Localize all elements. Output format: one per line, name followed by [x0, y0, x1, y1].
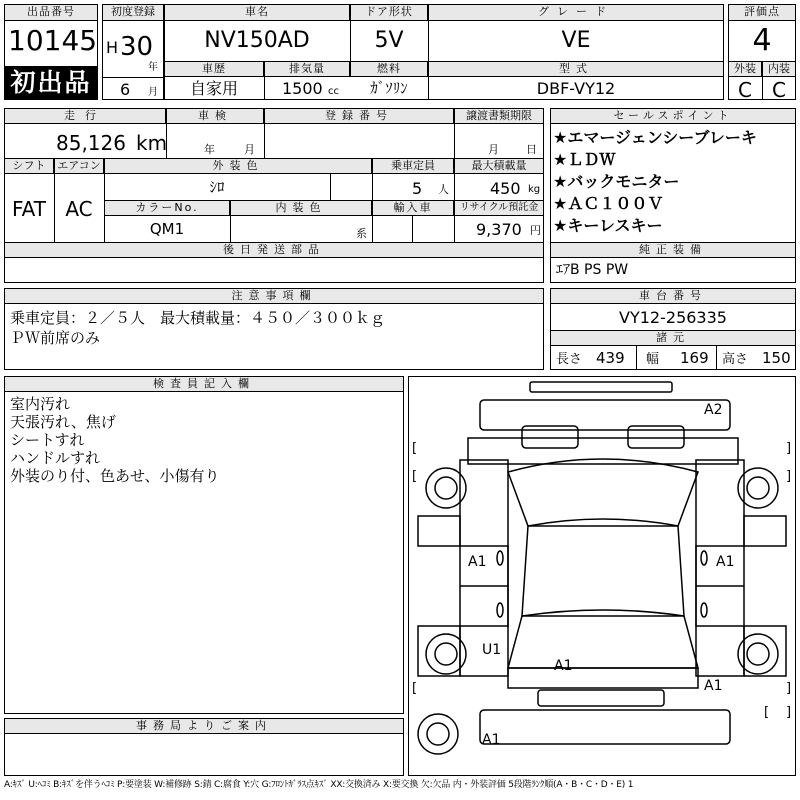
load-label: 最大積載量 [454, 158, 544, 174]
inspector-note: 天張汚れ、焦げ [10, 413, 116, 431]
score: 4 [752, 23, 772, 58]
length-label: 長さ [556, 352, 583, 367]
transfer-label: 譲渡書類期限 [454, 108, 544, 124]
load-unit: kg [528, 184, 541, 195]
model-label: 型式 [428, 61, 724, 77]
spare-wheel-outline [418, 714, 458, 754]
int-grade-label: 内装 [762, 61, 796, 77]
first-reg-month: 6 [120, 80, 131, 99]
width: 169 [680, 349, 709, 367]
rear-lamps-outline [538, 690, 664, 706]
color-no-label: カラーNo. [104, 200, 230, 216]
recycle-unit: 円 [530, 224, 541, 237]
shift: FAT [11, 197, 46, 221]
fuel-label: 燃料 [350, 61, 428, 77]
later-parts-label: 後日発送部品 [4, 242, 544, 258]
roof-bar-outline [530, 382, 672, 392]
inspector-note: ハンドルすれ [10, 449, 101, 467]
recycle-fee: 9,370 [476, 220, 522, 239]
exterior-color: ｼﾛ [209, 178, 225, 196]
grade-label: グレード [428, 4, 724, 21]
color-label: 外装色 [104, 158, 372, 174]
inspector-note: 室内汚れ [10, 395, 71, 413]
interior-color-label: 内装色 [230, 200, 372, 216]
era: H [106, 38, 119, 57]
roof-outline [522, 526, 684, 616]
windshield-outline [508, 459, 698, 526]
grade: VE [561, 28, 591, 53]
door-label: ドア形状 [350, 4, 428, 21]
office-label: 事務局よりご案内 [4, 718, 404, 734]
damage-mark: A1 [716, 554, 735, 570]
first-reg-label: 初度登録 [102, 4, 164, 21]
caution-line: ＰＷ前席のみ [10, 329, 101, 347]
transfer-month-unit: 月 [488, 143, 499, 156]
damage-mark: U1 [482, 642, 502, 658]
model: DBF-VY12 [536, 79, 616, 98]
fuel: ｶﾞｿﾘﾝ [370, 79, 408, 97]
damage-mark: A1 [482, 732, 501, 748]
mileage: 85,126 [56, 131, 126, 155]
displacement: 1500 [282, 79, 323, 98]
displacement-label: 排気量 [264, 61, 350, 77]
shift-label: シフト [4, 158, 54, 174]
capacity: 5 [412, 179, 423, 198]
front-bumper-outline [480, 400, 730, 430]
rear-window-outline [508, 610, 698, 668]
import-label: 輸入車 [372, 200, 454, 216]
inspector-note: シートすれ [10, 431, 85, 449]
sales-point: ★ＬＤＷ [553, 150, 616, 169]
equipment: ｴｱB PS PW [556, 262, 629, 278]
history: 自家用 [189, 79, 238, 98]
lot-label: 出品番号 [4, 4, 98, 21]
damage-mark: A1 [468, 554, 487, 570]
reg-no-label: 登録番号 [264, 108, 454, 124]
width-label: 幅 [646, 352, 660, 367]
mileage-label: 走行 [4, 108, 166, 124]
lot-number: 10145 [8, 24, 98, 57]
recycle-label: リサイクル預託金 [454, 200, 544, 216]
left-front-fender-outline [418, 516, 460, 546]
inspection-year-unit: 年 [204, 143, 215, 156]
caution-line: 乗車定員：２／５人 最大積載量：４５０／３００ｋｇ [10, 309, 386, 327]
interior-unit: 系 [356, 227, 367, 240]
air-conditioner: AC [65, 197, 93, 221]
first-reg-year: 30 [120, 32, 154, 62]
chassis-number: VY12-256335 [619, 308, 727, 327]
capacity-unit: 人 [438, 183, 449, 196]
specs-label: 諸元 [550, 330, 796, 346]
sales-points-label: セールスポイント [550, 108, 796, 124]
left-rear-fender-outline [418, 626, 460, 676]
color-number: QM1 [149, 220, 185, 238]
sales-point: ★エマージェンシーブレーキ [553, 128, 757, 147]
tailgate-outline [508, 668, 698, 688]
history-label: 車歴 [164, 61, 264, 77]
year-unit: 年 [148, 62, 158, 73]
height-label: 高さ [722, 352, 749, 367]
bracket: ] [786, 705, 792, 720]
ext-grade-label: 外装 [728, 61, 762, 77]
bracket: ] [786, 441, 792, 456]
car-damage-diagram [408, 376, 796, 776]
transfer-day-unit: 日 [526, 143, 537, 156]
inspector-label: 検査員記入欄 [4, 376, 404, 392]
ext-grade: C [738, 78, 752, 102]
door-type: 5V [374, 28, 404, 53]
int-grade: C [772, 78, 786, 102]
legend: A:ｷｽﾞ U:ﾍｺﾐ B:ｷｽﾞを伴うﾍｺﾐ P:要塗装 W:補修跡 S:錆 C:腐食 Y:穴 G:ﾌﾛﾝﾄｶﾞﾗｽ点ｷｽﾞ XX:交換済み X:要交換 欠:欠品 内・外装評価 5段階ﾗﾝｸ順(A・B・C・D・E) 1 [4, 780, 634, 790]
bracket: [ [412, 469, 418, 484]
right-rear-fender-outline [744, 626, 786, 676]
bracket: ] [786, 681, 792, 696]
first-listing-badge: 初出品 [5, 66, 97, 100]
sales-point: ★キーレスキー [553, 216, 663, 235]
length: 439 [596, 349, 625, 367]
damage-mark: A1 [554, 658, 573, 674]
inspection-month-unit: 月 [244, 143, 255, 156]
damage-mark: A1 [704, 678, 723, 694]
capacity-label: 乗車定員 [372, 158, 454, 174]
car-name-label: 車名 [164, 4, 350, 21]
mileage-unit: km [136, 131, 168, 155]
bracket: ] [786, 469, 792, 484]
ac-label: エアコン [54, 158, 104, 174]
height: 150 [762, 349, 791, 367]
month-unit: 月 [148, 87, 158, 98]
chassis-label: 車台番号 [550, 288, 796, 304]
max-load: 450 [490, 179, 521, 198]
sales-point: ★ＡＣ１００Ｖ [553, 194, 664, 213]
equipment-label: 純正装備 [550, 242, 796, 258]
inspection-label: 車検 [166, 108, 264, 124]
inspector-note: 外装のり付、色あせ、小傷有り [10, 467, 220, 485]
right-front-fender-outline [744, 516, 786, 546]
damage-mark: A2 [704, 402, 723, 418]
bracket: [ [412, 441, 418, 456]
score-label: 評価点 [728, 4, 796, 21]
displacement-unit: cc [328, 86, 339, 97]
bracket: [ [412, 681, 418, 696]
sales-point: ★バックモニター [553, 172, 680, 191]
rear-bumper-outline [480, 710, 730, 744]
caution-label: 注意事項欄 [4, 288, 544, 304]
car-name: NV150AD [204, 28, 310, 53]
bracket: [ [764, 705, 770, 720]
